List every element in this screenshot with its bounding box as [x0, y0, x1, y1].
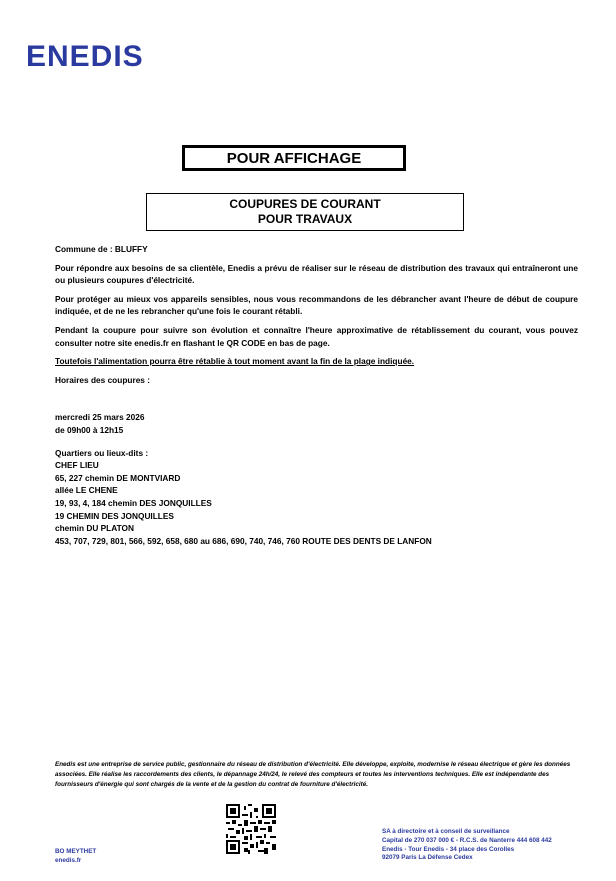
paragraph-1: Pour répondre aux besoins de sa clientèle, Enedis a prévu de réaliser sur le réseau de distribution des travaux qui entraîneront une ou plusieurs coupures d'électricité. — [55, 262, 578, 286]
schedule-heading: Horaires des coupures : — [55, 374, 150, 385]
footer-company-line: Capital de 270 037 000 € - R.C.S. de Nanterre 444 608 442 — [382, 836, 552, 844]
footer-company-info — [382, 828, 552, 863]
footer-legal-text: Enedis est une entreprise de service public, gestionnaire du réseau de distribution d'électricité. Elle développe, exploite, modernise le réseau électrique et gère les données associées. Elle réalise les raccordements des clients, le dépannage 24h/24, le relevé des compteurs et toutes les interventions techniques. Elle est indépendante des fournisseurs d'énergie qui sont chargés de la vente et de la gestion du contrat de fourniture d'électricité. — [55, 761, 571, 788]
svg-text:ENEDIS: ENEDIS — [26, 40, 144, 70]
title-box — [146, 193, 464, 231]
commune: Commune de : BLUFFY — [55, 244, 148, 254]
enedis-logo — [26, 40, 160, 70]
location-item: 19 CHEMIN DES JONQUILLES — [55, 510, 174, 521]
footer-company-line: Enedis - Tour Enedis - 34 place des Corolles — [382, 845, 515, 853]
location-item: 453, 707, 729, 801, 566, 592, 658, 680 au 686, 690, 740, 746, 760 ROUTE DES DENTS DE LANFON — [55, 535, 432, 546]
paragraph-2: Pour protéger au mieux vos appareils sensibles, nous vous recommandons de les débrancher avant l'heure de début de coupure indiquée, et de ne les rebrancher qu'une fois le courant rétabli. — [55, 293, 578, 317]
location-item: chemin DU PLATON — [55, 523, 134, 534]
location-item: allée LE CHENE — [55, 485, 118, 496]
title-line1: COUPURES DE COURANT — [229, 197, 381, 211]
location-item: 19, 93, 4, 184 chemin DES JONQUILLES — [55, 497, 212, 508]
qr-code-icon[interactable] — [226, 804, 276, 854]
locations-heading: Quartiers ou lieux-dits : — [55, 447, 149, 458]
notice-body — [55, 243, 578, 547]
paragraph-4: Toutefois l'alimentation pourra être rétablie à tout moment avant la fin de la plage indiquée. — [55, 356, 415, 367]
header-gradient-line — [162, 66, 614, 70]
title-line2: POUR TRAVAUX — [257, 212, 353, 226]
notice-label: POUR AFFICHAGE — [226, 149, 362, 167]
schedule-time: de 09h00 à 12h15 — [55, 424, 124, 435]
location-item: 65, 227 chemin DE MONTVIARD — [55, 472, 181, 483]
footer-company-line: SA à directoire et à conseil de surveillance — [382, 828, 510, 835]
footer-left — [55, 847, 96, 865]
footer-company-line: 92079 Paris La Défense Cedex — [382, 854, 473, 862]
location-item: CHEF LIEU — [55, 460, 99, 471]
notice-label-box — [182, 145, 406, 171]
footer-office: BO MEYTHET — [55, 848, 97, 855]
paragraph-3: Pendant la coupure pour suivre son évolution et connaître l'heure approximative de rétablissement du courant, vous pouvez consulter notre site enedis.fr en flashant le QR CODE en bas de page. — [55, 324, 578, 348]
schedule-date: mercredi 25 mars 2026 — [55, 412, 145, 423]
footer-website-link[interactable]: enedis.fr — [55, 857, 82, 864]
